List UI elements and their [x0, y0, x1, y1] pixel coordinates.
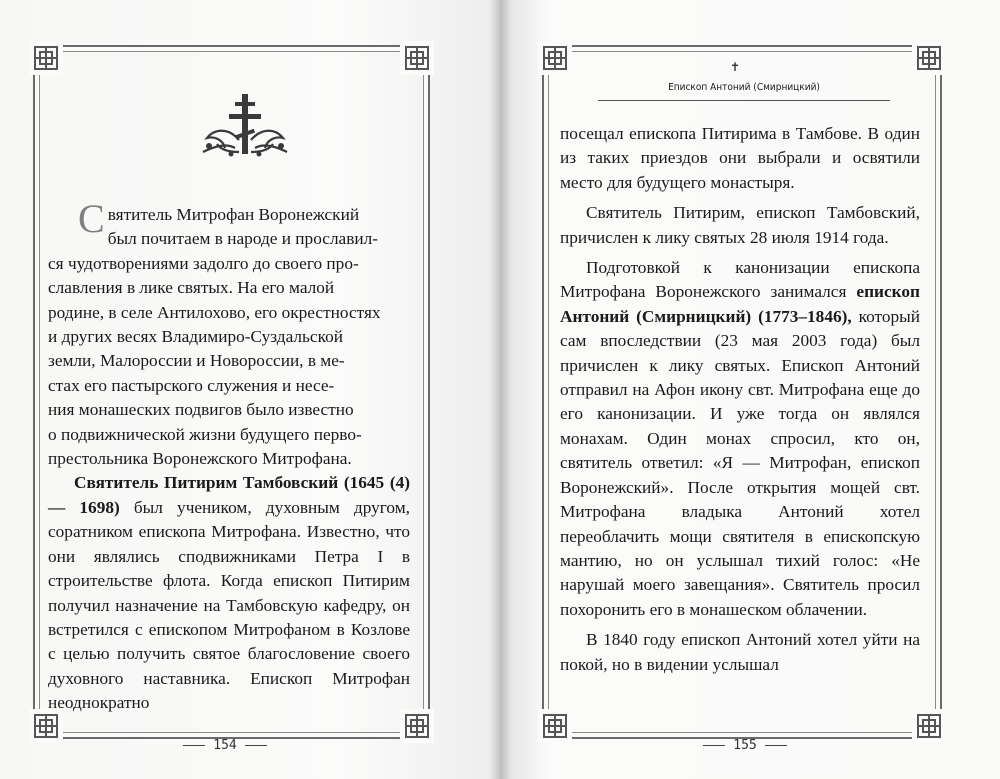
corner-knot-ornament [912, 41, 946, 75]
corner-knot-ornament [538, 41, 572, 75]
page-number-footer [665, 735, 825, 757]
header-cross-icon: ✝ [730, 60, 741, 74]
book-gutter [490, 0, 510, 779]
page-number: 155 [733, 738, 757, 753]
left-page-body-text [48, 196, 410, 716]
paragraph-text: который сам впоследствии (23 мая 2003 года) был причислен к лику святых. Епископ Антоний отправил на Афон икону свт. Митрофана еще до его канонизации. И уже тогда он являлся монахам. Один монах спросил, кто он, святитель ответил: «Я — Митрофан, епископ Воронежский». После открытия мощей свт. Митрофана владыка Антоний хотел переоблачить мощи святителя в епископскую мантию, но он услышал тихий голос: «Не нарушай моего завещания». Святитель просил похоронить его в монашеском облачении. [560, 306, 920, 619]
drop-cap: С [78, 196, 105, 241]
text-line: славления в лике святых. На его малой [48, 278, 335, 298]
running-header: Епископ Антоний (Смирницкий) [598, 78, 890, 101]
corner-knot-ornament [538, 709, 572, 743]
text-line: ния монашеских подвигов было известно [48, 400, 354, 420]
cross-vignette-icon [195, 92, 295, 160]
paragraph: Святитель Питирим, епископ Тамбовский, причислен к лику святых 28 июля 1914 года. [560, 203, 920, 247]
corner-knot-ornament [912, 709, 946, 743]
text-line: стах его пастырского служения и несе- [48, 375, 335, 395]
text-line: престольника Воронежского Митрофана. [48, 449, 352, 469]
text-line: о подвижнической жизни будущего перво- [48, 424, 362, 444]
text-line: земли, Малороссии и Новороссии, в ме- [48, 351, 345, 371]
right-page-body-text [560, 122, 920, 677]
bold-name: епископ Антоний (Смирницкий) (1773–1846), [560, 282, 920, 326]
paragraph: посещал епископа Питирима в Тамбове. В один из таких приездов они выбрали и освятили место для будущего монастыря. [560, 124, 920, 192]
page-number-footer [145, 735, 305, 757]
left-page [0, 0, 490, 779]
paragraph [560, 256, 920, 622]
paragraph [48, 471, 410, 715]
page-number: 154 [213, 738, 237, 753]
paragraph-text: был учеником, духовным другом, соратником епископа Митрофана. Известно, что они являлись сподвижниками Петра I в строительстве флота. Когда епископ Питирим получил назначение на Тамбовскую кафедру, он встретился с епископом Митрофаном в Козлове с целью получить святое благословение своего духовного наставника. Епископ Митрофан неоднократно [48, 497, 410, 713]
paragraph: В 1840 году епископ Антоний хотел уйти на покой, но в видении услышал [560, 630, 920, 674]
corner-knot-ornament [400, 41, 434, 75]
text-line: и других весях Владимиро-Суздальской [48, 327, 343, 347]
bold-name: Святитель Питирим Тамбовский (1645 (4) — 1698) [48, 473, 410, 517]
corner-knot-ornament [29, 41, 63, 75]
text-line: вятитель Митрофан Воронежский [107, 205, 360, 224]
text-line: был почитаем в народе и прославил- [107, 229, 379, 249]
text-line: родине, в селе Антилохово, его окрестностях [48, 302, 381, 322]
right-page [510, 0, 1000, 779]
paragraph-text: Подготовкой к канонизации епископа Митрофана Воронежского занимался [560, 258, 920, 302]
text-line: ся чудотворениями задолго до своего про- [48, 253, 359, 273]
